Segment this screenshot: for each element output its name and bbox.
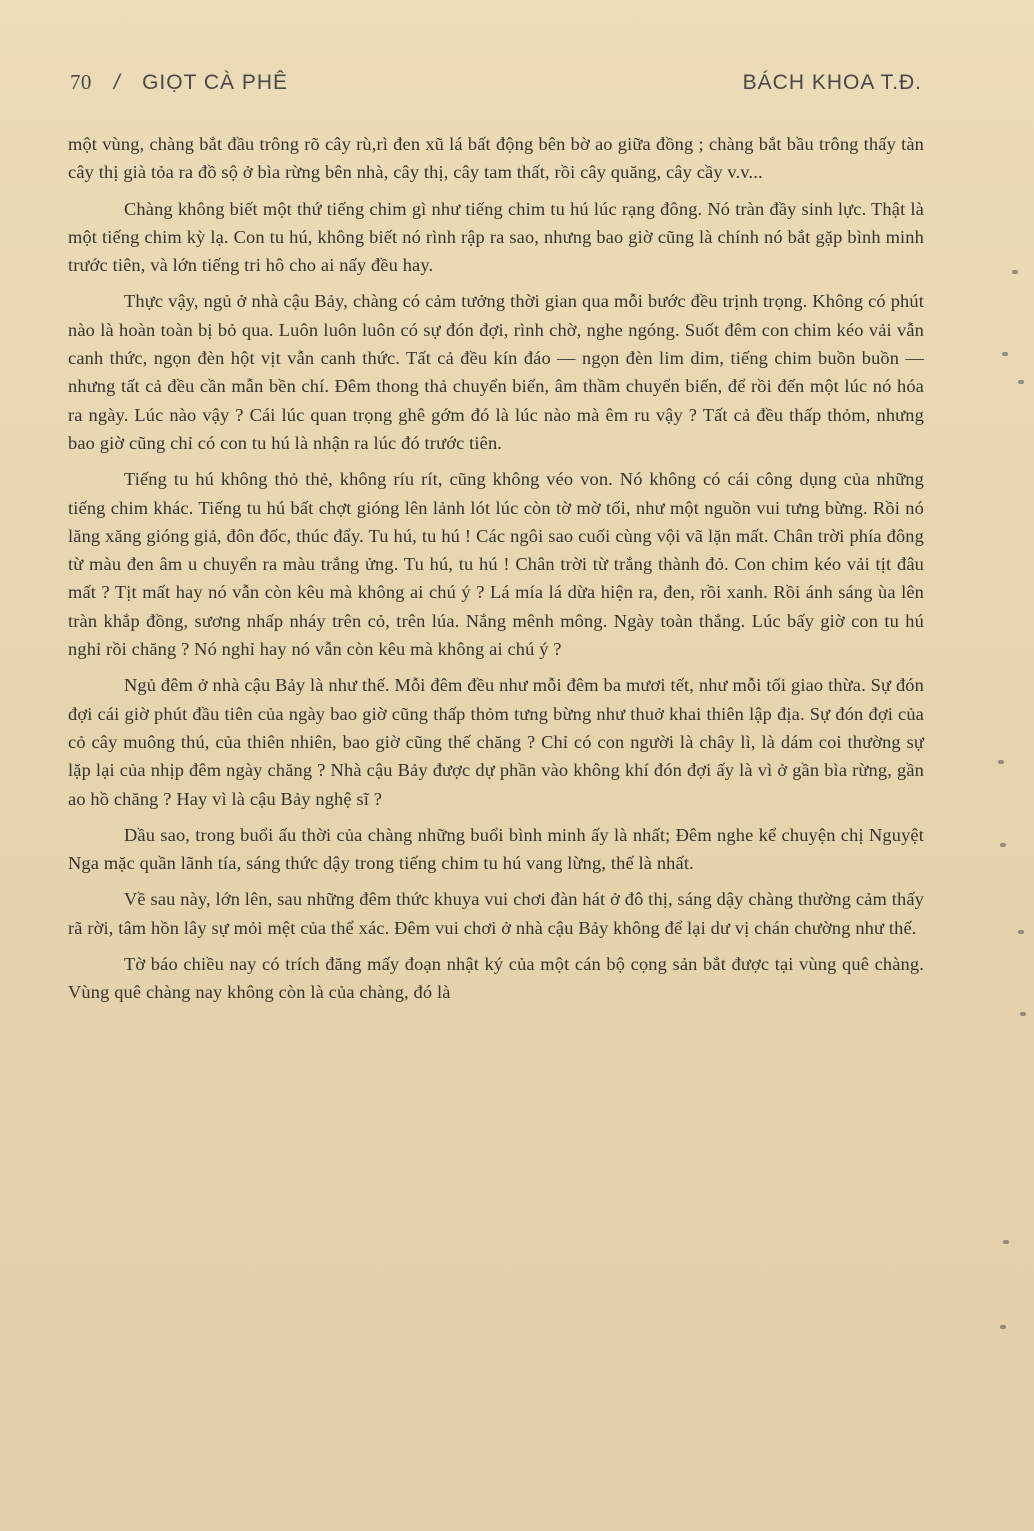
paragraph-2: Chàng không biết một thứ tiếng chim gì như tiếng chim tu hú lúc rạng đông. Nó tràn đầy sinh lực. Thật là một tiếng chim kỳ lạ. Con tu hú, không biết nó rình rập ra sao, nhưng bao giờ cũng là chính nó bắt gặp bình minh trước tiên, và lớn tiếng tri hô cho ai nấy đều hay. <box>68 198 924 276</box>
margin-mark <box>1000 843 1006 847</box>
page-number: 70 <box>70 70 92 94</box>
header-separator: / <box>113 71 121 94</box>
margin-mark <box>1000 1325 1006 1329</box>
paragraph-4: Tiếng tu hú không thỏ thẻ, không ríu rít, cũng không véo von. Nó không có cái công dụng của những tiếng chim khác. Tiếng tu hú bất chợt gióng lên lảnh lót lúc còn tờ mờ tối, như một nguồn vui tưng bừng. Rồi nó lăng xăng gióng giả, đôn đốc, thúc đẩy. Tu hú, tu hú ! Các ngôi sao cuối cùng vội vã lặn mất. Chân trời phía đông từ màu đen âm u chuyển ra màu trắng ửng. Tu hú, tu hú ! Chân trời từ trắng thành đỏ. Con chim kéo vải tịt đâu mất ? Tịt mất hay nó vẫn còn kêu mà không ai chú ý ? Lá mía lá dừa hiện ra, đen, rồi xanh. Rồi ánh sáng ùa lên tràn khắp đồng, sương nhấp nháy trên cỏ, trên lúa. Nắng mênh mông. Ngày toàn thắng. Lúc bấy giờ con tu hú nghỉ rồi chăng ? Nó nghỉ hay nó vẫn còn kêu mà không ai chú ý ? <box>68 469 924 660</box>
margin-mark <box>1002 352 1008 356</box>
header-left <box>70 70 288 95</box>
margin-mark <box>1012 270 1018 274</box>
page-header <box>70 70 922 100</box>
paragraph-6: Dầu sao, trong buổi ấu thời của chàng những buổi bình minh ấy là nhất; Đêm nghe kể chuyện chị Nguyệt Nga mặc quần lãnh tía, sáng thức dậy trong tiếng chim tu hú vang lừng, thế là nhất. <box>68 824 924 874</box>
margin-mark <box>1020 1012 1026 1016</box>
journal-title: BÁCH KHOA T.Đ. <box>742 71 922 94</box>
paragraph-7: Về sau này, lớn lên, sau những đêm thức khuya vui chơi đàn hát ở đô thị, sáng dậy chàng thường cảm thấy rã rời, tâm hồn lây sự mỏi mệt của thể xác. Đêm vui chơi ở nhà cậu Bảy không để lại dư vị chán chường như thế. <box>68 889 924 938</box>
margin-mark <box>1003 1240 1009 1244</box>
section-title: GIỌT CÀ PHÊ <box>142 71 289 94</box>
margin-mark <box>998 760 1004 764</box>
page-body <box>68 130 924 1015</box>
paragraph-8: Tờ báo chiều nay có trích đăng mấy đoạn nhật ký của một cán bộ cọng sản bắt được tại vùng quê chàng. Vùng quê chàng nay không còn là của chàng, đó là <box>68 954 924 1003</box>
paragraph-5: Ngủ đêm ở nhà cậu Bảy là như thế. Mỗi đêm đều như mỗi đêm ba mươi tết, như mỗi tối giao thừa. Sự đón đợi cái giờ phút đầu tiên của ngày bao giờ cũng thấp thỏm tưng bừng như thuở khai thiên lập địa. Sự đón đợi của cỏ cây muông thú, của thiên nhiên, bao giờ cũng thế chăng ? Chỉ có con người là chây lì, là dám coi thường sự lặp lại của nhịp đêm ngày chăng ? Nhà cậu Bảy được dự phần vào không khí đón đợi ấy là vì ở gần bìa rừng, gần ao hồ chăng ? Hay vì là cậu Bảy nghệ sĩ ? <box>68 675 924 809</box>
margin-mark <box>1018 380 1024 384</box>
paragraph-3: Thực vậy, ngủ ở nhà cậu Bảy, chàng có cảm tưởng thời gian qua mỗi bước đều trịnh trọng. Không có phút nào là hoàn toàn bị bỏ qua. Luôn luôn luôn có sự đón đợi, rình chờ, nghe ngóng. Suốt đêm con chim kéo vải vẫn canh thức, ngọn đèn hột vịt vẫn canh thức. Tất cả đều kín đáo — ngọn đèn lim dim, tiếng chim buồn buồn — nhưng tất cả đều cần mẫn bền chí. Đêm thong thả chuyển biến, âm thầm chuyển biến, để rồi đến một lúc nó hóa ra ngày. Lúc nào vậy ? Cái lúc quan trọng ghê gớm đó là lúc nào mà êm ru vậy ? Tất cả đều thấp thỏm, nhưng bao giờ cũng chỉ có con tu hú là nhận ra lúc đó trước tiên. <box>68 291 924 453</box>
paragraph-1: một vùng, chàng bắt đầu trông rõ cây rù,rì đen xũ lá bất động bên bờ ao giữa đồng ; chàng bắt bầu trông thấy tàn cây thị già tỏa ra đồ sộ ở bìa rừng bên nhà, cây thị, cây tam thất, rồi cây quăng, cây cầy v.v... <box>68 134 924 183</box>
margin-mark <box>1018 930 1024 934</box>
